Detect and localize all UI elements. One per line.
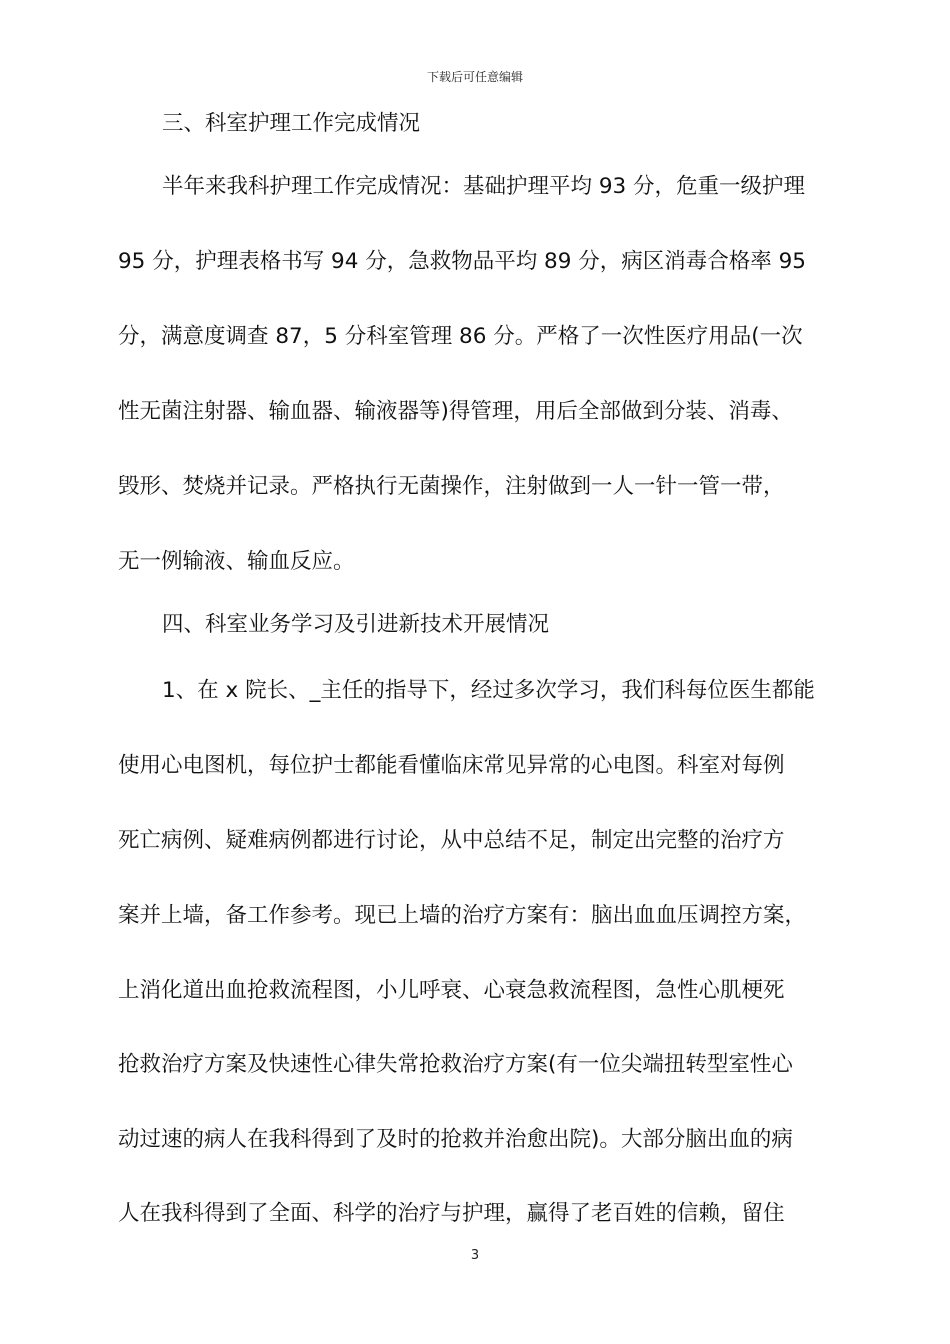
paragraph-line: 案并上墙，备工作参考。现已上墙的治疗方案有：脑出血血压调控方案， [118,903,807,928]
paragraph-line: 性无菌注射器、输血器、输液器等)得管理，用后全部做到分装、消毒、 [118,399,793,424]
paragraph-line: 动过速的病人在我科得到了及时的抢救并治愈出院)。大部分脑出血的病 [118,1127,793,1152]
paragraph-line: 半年来我科护理工作完成情况：基础护理平均 93 分，危重一级护理 [162,174,806,199]
paragraph-line: 抢救治疗方案及快速性心律失常抢救治疗方案(有一位尖端扭转型室性心 [118,1052,793,1077]
section-heading: 四、科室业务学习及引进新技术开展情况 [162,612,550,637]
paragraph-line: 上消化道出血抢救流程图，小儿呼衰、心衰急救流程图，急性心肌梗死 [118,978,785,1003]
paragraph-line: 1、在 x 院长、_主任的指导下，经过多次学习，我们科每位医生都能 [162,678,815,703]
paragraph-line: 使用心电图机，每位护士都能看懂临床常见异常的心电图。科室对每例 [118,753,785,778]
page-number: 3 [470,1248,480,1263]
paragraph-line: 死亡病例、疑难病例都进行讨论，从中总结不足，制定出完整的治疗方 [118,828,785,853]
paragraph-line: 分，满意度调查 87，5 分科室管理 86 分。严格了一次性医疗用品(一次 [118,324,803,349]
paragraph-line: 无一例输液、输血反应。 [118,549,355,574]
paragraph-line: 毁形、焚烧并记录。严格执行无菌操作，注射做到一人一针一管一带， [118,474,785,499]
paragraph-line: 95 分，护理表格书写 94 分，急救物品平均 89 分，病区消毒合格率 95 [118,249,806,274]
paragraph-line: 人在我科得到了全面、科学的治疗与护理，赢得了老百姓的信赖，留住 [118,1201,785,1226]
section-heading: 三、科室护理工作完成情况 [162,111,421,136]
header-note: 下载后可任意编辑 [426,70,523,84]
